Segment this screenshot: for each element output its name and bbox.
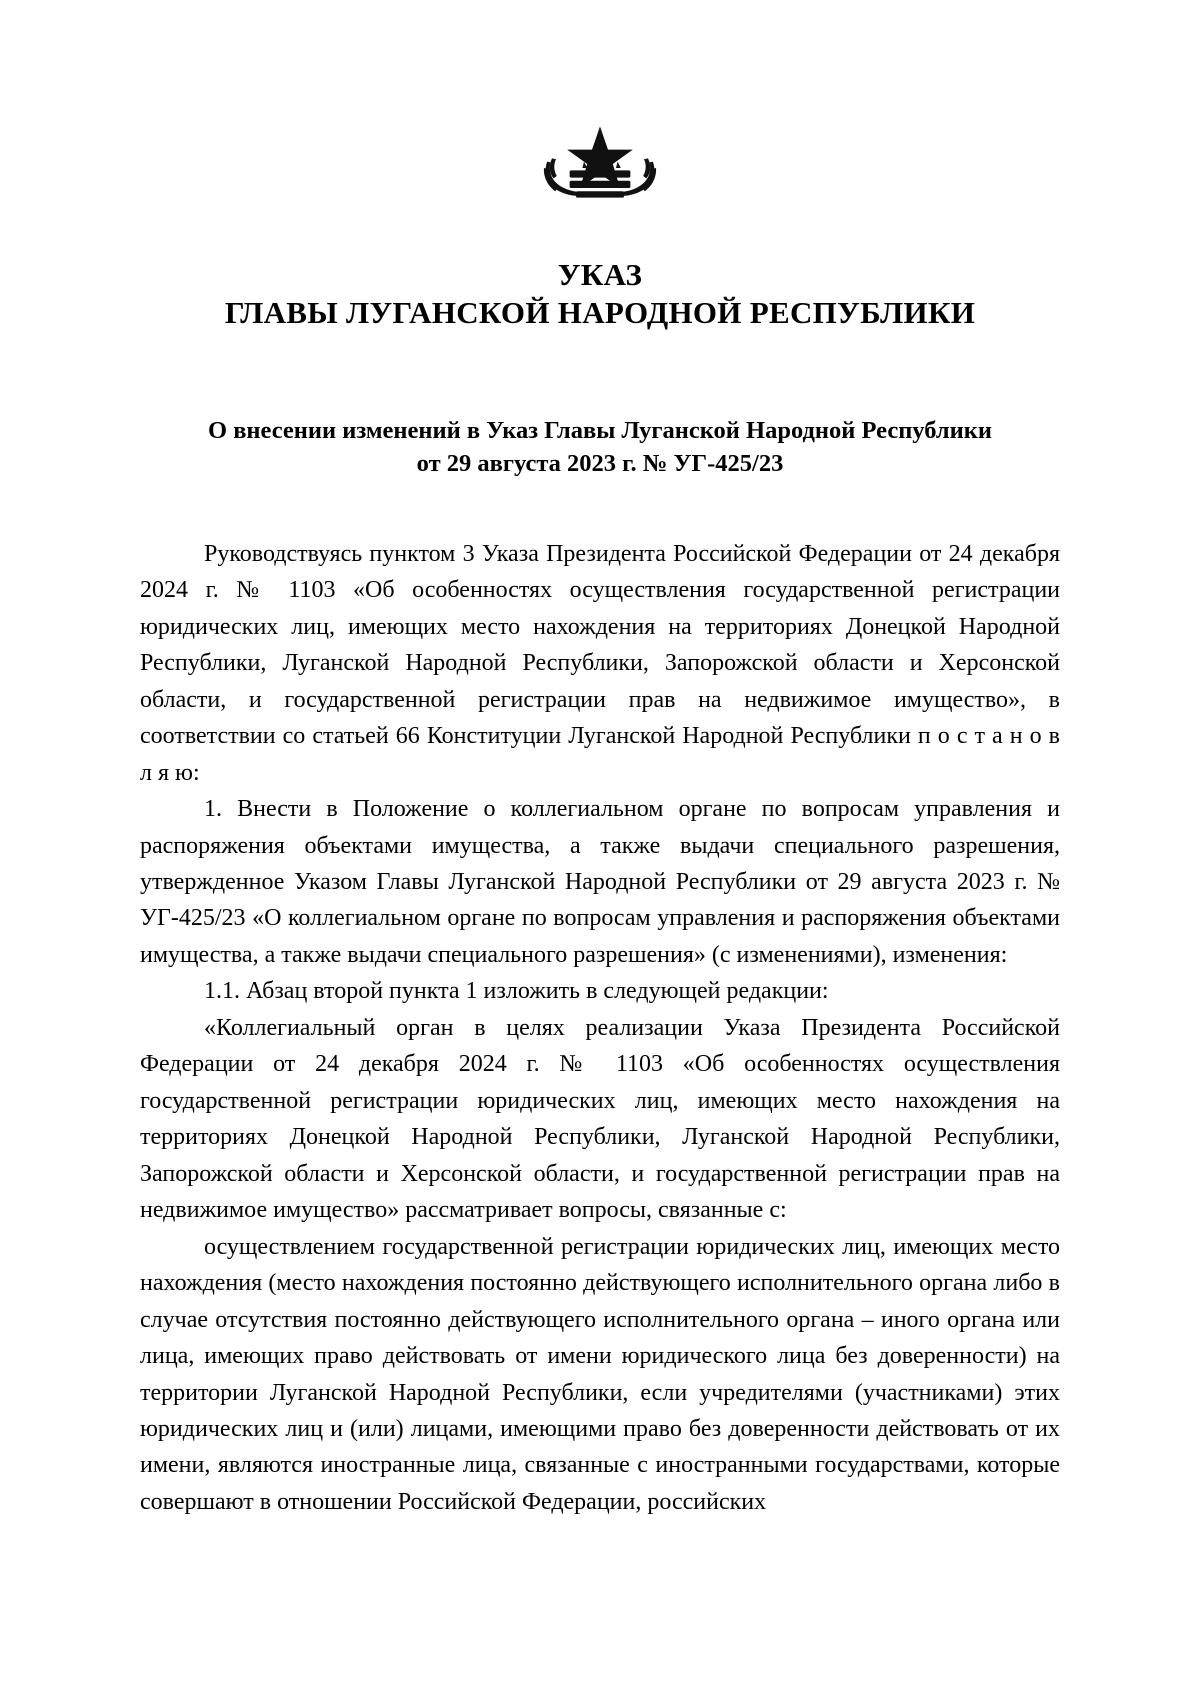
subtitle-line-2: от 29 августа 2023 г. № УГ-425/23 (416, 449, 784, 477)
paragraph: осуществлением государственной регистрации юридических лиц, имеющих место нахождения (место нахождения постоянно действующего исполнительного органа либо в случае отсутствия постоянно действующего исполнительного органа – иного органа или лица, имеющих право действовать от имени юридического лица без доверенности) на территории Луганской Народной Республики, если учредителями (участниками) этих юридических лиц и (или) лицами, имеющими право без доверенности действовать от их имени, являются иностранные лица, связанные с иностранными государствами, которые совершают в отношении Российской Федерации, российских (140, 1233, 1060, 1515)
paragraph: Руководствуясь пунктом 3 Указа Президента Российской Федерации от 24 декабря 2024 г. № 1103 «Об особенностях осуществления государственной регистрации юридических лиц, имеющих место нахождения на территориях Донецкой Народной Республики, Луганской Народной Республики, Запорожской области и Херсонской области, и государственной регистрации прав на недвижимое имущество», в соответствии со статьей 66 Конституции Луганской Народной Республики п о с т а н о в л я ю: (140, 540, 1060, 786)
document-subtitle (178, 414, 1022, 480)
paragraph: 1. Внести в Положение о коллегиальном органе по вопросам управления и распоряжения объектами имущества, а также выдачи специального разрешения, утвержденное Указом Главы Луганской Народной Республики от 29 августа 2023 г. № УГ-425/23 «О коллегиальном органе по вопросам управления и распоряжения объектами имущества, а также выдачи специального разрешения» (с изменениями), изменения: (140, 796, 1060, 968)
emblem-container (140, 120, 1060, 212)
coat-of-arms-icon (520, 120, 680, 212)
paragraph: 1.1. Абзац второй пункта 1 изложить в следующей редакции: (204, 978, 829, 1005)
paragraph: «Коллегиальный орган в целях реализации Указа Президента Российской Федерации от 24 декабря 2024 г. № 1103 «Об особенностях осуществления государственной регистрации юридических лиц, имеющих место нахождения на территориях Донецкой Народной Республики, Луганской Народной Республики, Запорожской области и Херсонской области, и государственной регистрации прав на недвижимое имущество» рассматривает вопросы, связанные с: (140, 1014, 1060, 1224)
document-body (140, 536, 1060, 1521)
title-line-1: УКАЗ (557, 257, 643, 292)
subtitle-line-1: О внесении изменений в Указ Главы Луганской Народной Республики (208, 416, 992, 444)
page-title (140, 256, 1060, 332)
title-line-2: ГЛАВЫ ЛУГАНСКОЙ НАРОДНОЙ РЕСПУБЛИКИ (224, 294, 976, 330)
